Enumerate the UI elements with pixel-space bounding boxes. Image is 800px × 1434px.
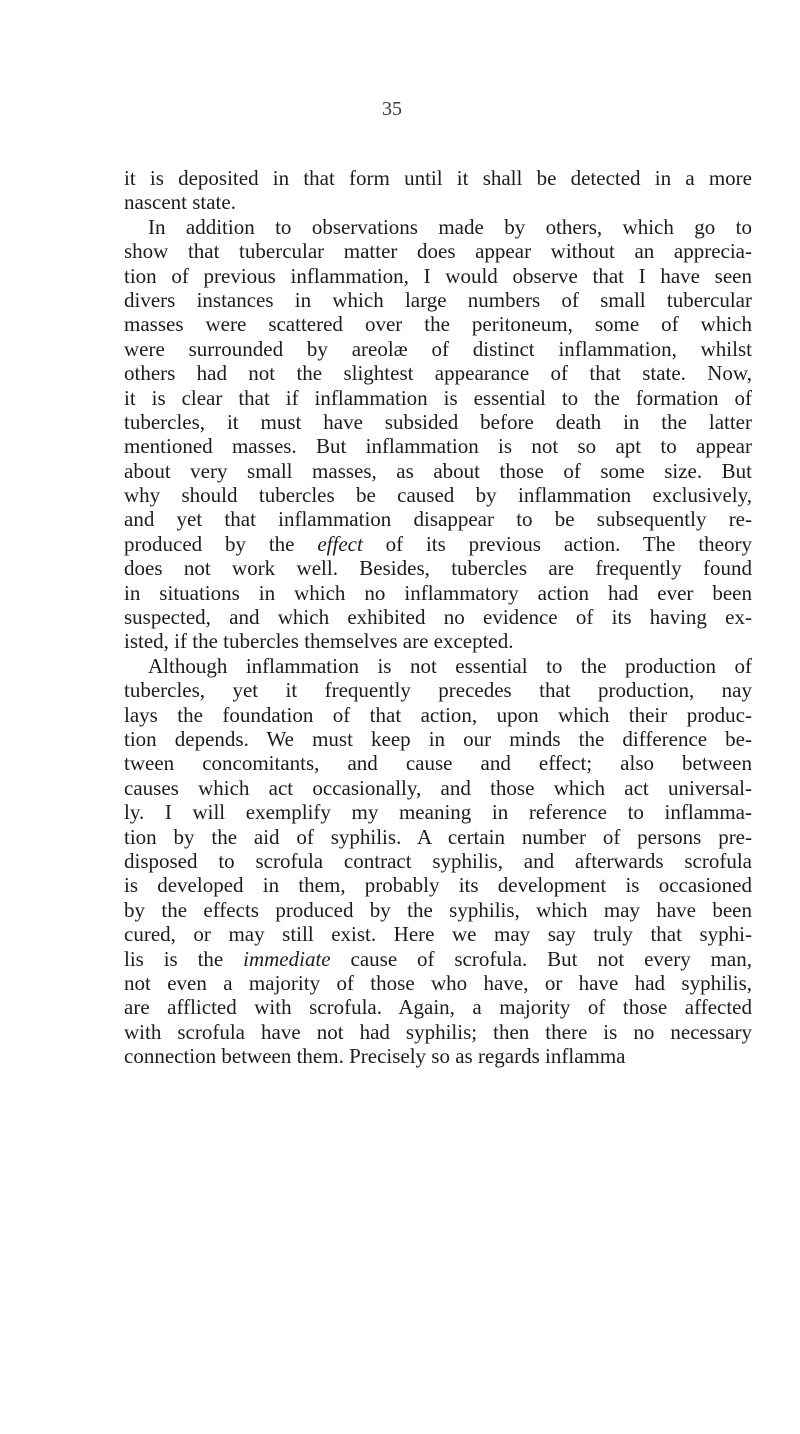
text-line: lays the foundation of that action, upon which their produc- — [124, 702, 752, 727]
text-line: by the effects produced by the syphilis, which may have been — [124, 897, 752, 922]
text-line: cured, or may still exist. Here we may say truly that syphi- — [124, 922, 752, 947]
text-line: tion depends. We must keep in our minds the difference be- — [124, 726, 752, 751]
text-line: it is clear that if inflammation is essential to the formation of — [124, 385, 752, 410]
text-line: tubercles, it must have subsided before death in the latter — [124, 409, 752, 434]
text-line: nascent state. — [124, 190, 236, 215]
text-line: and yet that inflammation disappear to be subsequently re- — [124, 507, 752, 532]
text-line: with scrofula have not had syphilis; then there is no necessary — [124, 1019, 752, 1044]
page-number: 35 — [382, 98, 402, 120]
text-line: does not work well. Besides, tubercles are frequently found — [124, 556, 752, 581]
text-line: in situations in which no inflammatory action had ever been — [124, 580, 752, 605]
text-line: is developed in them, probably its development is occasioned — [124, 873, 752, 898]
text-line: tion by the aid of syphilis. A certain number of persons pre- — [124, 824, 752, 849]
text-line: lis is the immediate cause of scrofula. But not every man, — [124, 946, 752, 971]
text-line: about very small masses, as about those of some size. But — [124, 458, 752, 483]
text-line: others had not the slightest appearance of that state. Now, — [124, 361, 752, 386]
text-line: mentioned masses. But inflammation is not so apt to appear — [124, 434, 752, 459]
italic-text: immediate — [243, 946, 331, 971]
text-line: In addition to observations made by others, which go to — [148, 214, 752, 239]
text-line: ly. I will exemplify my meaning in reference to inflamma- — [124, 800, 752, 825]
text-line: tion of previous inflammation, I would observe that I have seen — [124, 263, 752, 288]
text-line: masses were scattered over the peritoneum, some of which — [124, 312, 752, 337]
text-line: Although inflammation is not essential to the production of — [148, 653, 752, 678]
text-line: why should tubercles be caused by inflammation exclusively, — [124, 483, 752, 508]
text-line: tween concomitants, and cause and effect; also between — [124, 751, 752, 776]
text-line: divers instances in which large numbers of small tubercular — [124, 287, 752, 312]
text-line: disposed to scrofula contract syphilis, and afterwards scrofula — [124, 848, 752, 873]
text-line: connection between them. Precisely so as regards inflamma — [124, 1044, 626, 1069]
text-line: show that tubercular matter does appear without an apprecia- — [124, 239, 752, 264]
text-line: were surrounded by areolæ of distinct inflammation, whilst — [124, 336, 752, 361]
text-line: it is deposited in that form until it shall be detected in a more — [124, 166, 752, 190]
body-text — [124, 166, 752, 1068]
text-line: isted, if the tubercles themselves are excepted. — [124, 629, 514, 654]
text-line: tubercles, yet it frequently precedes that production, nay — [124, 678, 752, 703]
italic-text: effect — [317, 531, 363, 556]
text-line: not even a majority of those who have, or have had syphilis, — [124, 970, 752, 995]
text-line: causes which act occasionally, and those which act universal- — [124, 775, 752, 800]
text-line: produced by the effect of its previous action. The theory — [124, 531, 752, 556]
text-line: are afflicted with scrofula. Again, a majority of those affected — [124, 995, 752, 1020]
text-line: suspected, and which exhibited no evidence of its having ex- — [124, 605, 752, 630]
